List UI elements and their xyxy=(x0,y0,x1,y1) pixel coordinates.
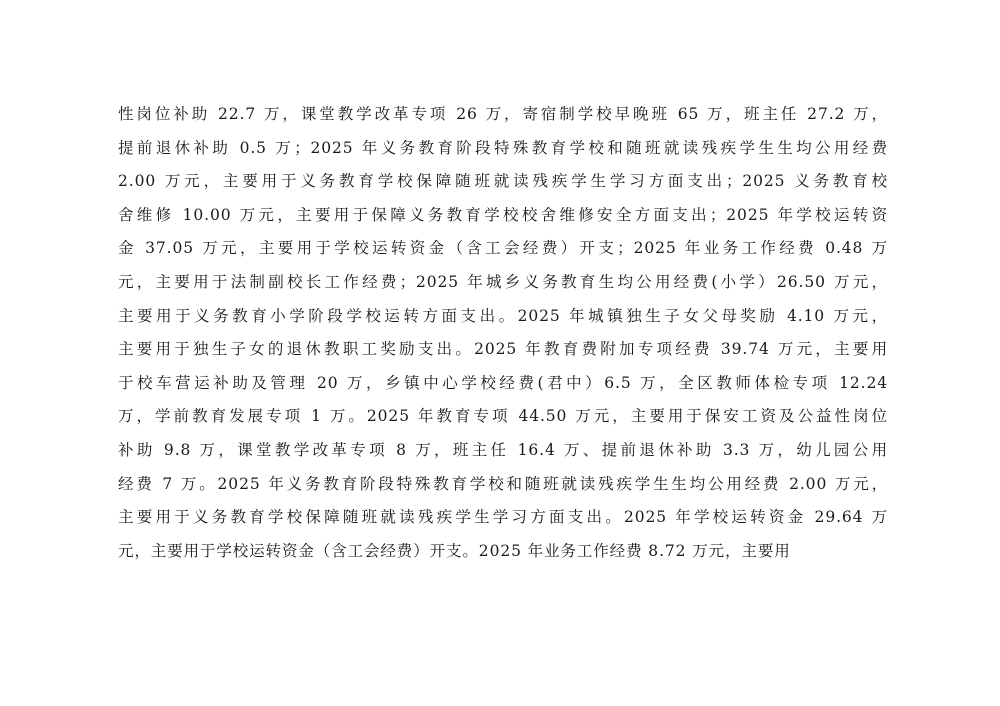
text-line: 金 37.05 万元，主要用于学校运转资金（含工会经费）开支；2025 年业务工作经费 0.48 万 xyxy=(118,239,888,258)
text-line: 主要用于独生子女的退休教职工奖励支出。2025 年教育费附加专项经费 39.74 万元，主要用 xyxy=(118,340,888,359)
text-line: 主要用于义务教育小学阶段学校运转方面支出。2025 年城镇独生子女父母奖励 4.10 万元， xyxy=(118,306,888,325)
text-line: 于校车营运补助及管理 20 万，乡镇中心学校经费(君中）6.5 万，全区教师体检专项 12.24 xyxy=(118,373,888,392)
body-text xyxy=(118,98,888,568)
text-line: 提前退休补助 0.5 万；2025 年义务教育阶段特殊教育学校和随班就读残疾学生生均公用经费 xyxy=(118,138,888,157)
text-line: 2.00 万元，主要用于义务教育学校保障随班就读残疾学生学习方面支出；2025 义务教育校 xyxy=(118,172,888,191)
text-line: 经费 7 万。2025 年义务教育阶段特殊教育学校和随班就读残疾学生生均公用经费 2.00 万元， xyxy=(118,474,888,493)
text-line: 主要用于义务教育学校保障随班就读残疾学生学习方面支出。2025 年学校运转资金 29.64 万 xyxy=(118,508,888,527)
text-line: 补助 9.8 万，课堂教学改革专项 8 万，班主任 16.4 万、提前退休补助 3.3 万，幼儿园公用 xyxy=(118,440,888,459)
text-line: 元，主要用于法制副校长工作经费；2025 年城乡义务教育生均公用经费(小学）26.50 万元， xyxy=(118,272,888,291)
text-line: 元，主要用于学校运转资金（含工会经费）开支。2025 年业务工作经费 8.72 万元，主要用 xyxy=(118,541,791,560)
text-line: 万，学前教育发展专项 1 万。2025 年教育专项 44.50 万元，主要用于保安工资及公益性岗位 xyxy=(118,407,888,426)
text-line: 舍维修 10.00 万元，主要用于保障义务教育学校校舍维修安全方面支出；2025 年学校运转资 xyxy=(118,205,888,224)
text-line: 性岗位补助 22.7 万，课堂教学改革专项 26 万，寄宿制学校早晚班 65 万，班主任 27.2 万， xyxy=(118,105,888,123)
